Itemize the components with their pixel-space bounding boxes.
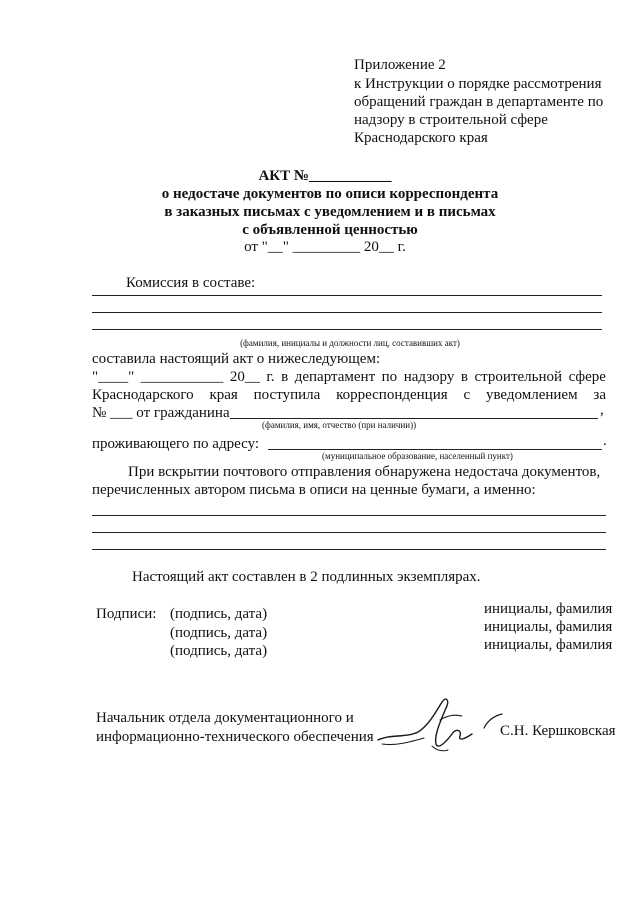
citizen-line <box>230 418 598 419</box>
word: за <box>593 387 606 403</box>
commission-line <box>92 329 602 330</box>
citizen-hint: (фамилия, имя, отчество (при наличии)) <box>262 420 417 430</box>
word: по <box>381 369 398 385</box>
signature-slot: (подпись, дата) <box>170 606 268 622</box>
word: поступила <box>253 387 321 403</box>
appendix-line: надзору в строительной сфере <box>354 112 548 128</box>
footer-position: информационно-технического обеспечения <box>96 729 374 745</box>
initials-slot: инициалы, фамилия <box>484 601 613 617</box>
citizen-comma: , <box>600 402 604 418</box>
initials-slot: инициалы, фамилия <box>484 619 613 635</box>
appendix-line: Краснодарского края <box>354 130 488 146</box>
commission-hint: (фамилия, инициалы и должности лиц, составивших акт) <box>240 338 460 348</box>
address-line <box>268 449 602 450</box>
act-date-line: от "__" _________ 20__ г. <box>244 239 406 255</box>
commission-line <box>92 312 602 313</box>
missing-docs-line <box>92 532 606 533</box>
handwritten-signature-icon <box>376 694 496 756</box>
word: корреспонденция <box>336 387 448 403</box>
appendix-line: обращений граждан в департаменте по <box>354 94 604 110</box>
act-subtitle: о недостаче документов по описи корреспондента <box>161 186 499 202</box>
address-label: проживающего по адресу: <box>92 436 260 452</box>
footer-position: Начальник отдела документационного и <box>96 710 354 726</box>
compiled-text: составила настоящий акт о нижеследующем: <box>92 351 381 367</box>
word: ___________ <box>140 369 224 385</box>
address-period: . <box>603 433 607 449</box>
word: уведомлением <box>485 387 578 403</box>
opening-text: При вскрытии почтового отправления обнаружена недостача документов, <box>128 464 601 480</box>
commission-line <box>92 295 602 296</box>
act-subtitle: с объявленной ценностью <box>242 222 418 238</box>
word: с <box>463 387 471 403</box>
text-row <box>92 386 606 405</box>
citizen-label: № ___ от гражданина <box>92 405 230 421</box>
signature-slot: (подпись, дата) <box>170 643 268 659</box>
word: края <box>209 387 238 403</box>
word: 20__ <box>229 369 260 385</box>
signatures-label: Подписи: <box>96 606 157 622</box>
opening-text: перечисленных автором письма в описи на ценные бумаги, а именно: <box>92 482 536 498</box>
text-row <box>92 368 606 387</box>
act-title: АКТ №___________ <box>258 168 392 184</box>
appendix-line: к Инструкции о порядке рассмотрения <box>354 76 602 92</box>
word: департамент <box>294 369 376 385</box>
footer-name: С.Н. Кершковская <box>500 723 616 739</box>
missing-docs-line <box>92 515 606 516</box>
word: надзору <box>403 369 455 385</box>
copies-text: Настоящий акт составлен в 2 подлинных экземплярах. <box>132 569 481 585</box>
word: Краснодарского <box>92 387 194 403</box>
word: г. <box>266 369 275 385</box>
word: сфере <box>568 369 606 385</box>
word: "____" <box>92 369 135 385</box>
word: в <box>460 369 468 385</box>
word: в <box>281 369 289 385</box>
signature-stroke-icon <box>482 712 504 730</box>
act-subtitle: в заказных письмах с уведомлением и в письмах <box>164 204 496 220</box>
missing-docs-line <box>92 549 606 550</box>
signature-slot: (подпись, дата) <box>170 625 268 641</box>
commission-label: Комиссия в составе: <box>126 275 256 291</box>
initials-slot: инициалы, фамилия <box>484 637 613 653</box>
address-hint: (муниципальное образование, населенный пункт) <box>322 451 513 461</box>
appendix-title: Приложение 2 <box>354 57 446 73</box>
word: строительной <box>474 369 563 385</box>
